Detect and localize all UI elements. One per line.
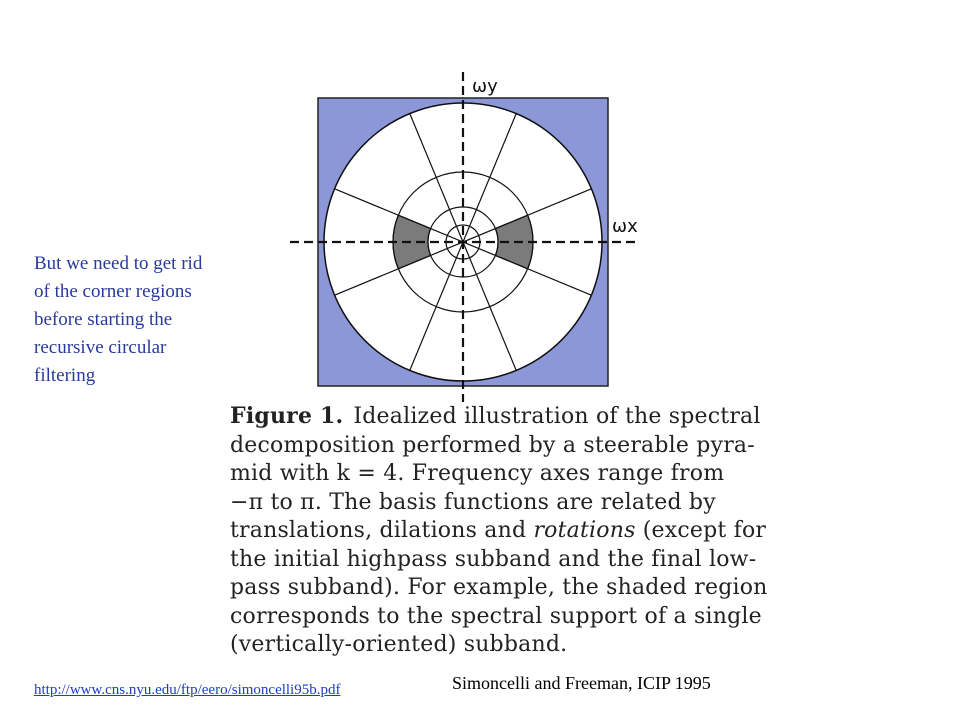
axis-label-x: ωx: [612, 216, 638, 237]
caption-line: decomposition performed by a steerable pyra-: [230, 432, 755, 458]
paper-link[interactable]: http://www.cns.nyu.edu/ftp/eero/simoncelli95b.pdf: [34, 682, 341, 698]
caption-text: Idealized illustration of the spectral: [353, 404, 761, 429]
caption-emphasis: rotations: [533, 518, 636, 543]
note-line: But we need to get rid: [34, 253, 203, 274]
caption-line: corresponds to the spectral support of a single: [230, 603, 762, 629]
caption-text: (except for: [635, 518, 767, 543]
caption-line: the initial highpass subband and the final low-: [230, 546, 757, 572]
note-line: of the corner regions: [34, 281, 192, 302]
speaker-note: [34, 250, 264, 390]
note-line: before starting the: [34, 309, 173, 330]
figure-label: Figure 1.: [230, 403, 344, 429]
caption-line: −π to π. The basis functions are related by: [230, 489, 716, 515]
note-line: recursive circular: [34, 337, 167, 358]
note-line: filtering: [34, 365, 96, 386]
caption-line: pass subband). For example, the shaded region: [230, 575, 768, 600]
caption-line: mid with k = 4. Frequency axes range from: [230, 461, 725, 486]
caption-line: (vertically-oriented) subband.: [230, 632, 568, 657]
caption-line: [230, 517, 767, 546]
caption-text: translations, dilations and: [230, 518, 534, 543]
citation: Simoncelli and Freeman, ICIP 1995: [452, 673, 711, 693]
figure-caption: [230, 402, 768, 660]
axis-label-y: ωy: [472, 76, 498, 97]
caption-line: [230, 402, 761, 432]
